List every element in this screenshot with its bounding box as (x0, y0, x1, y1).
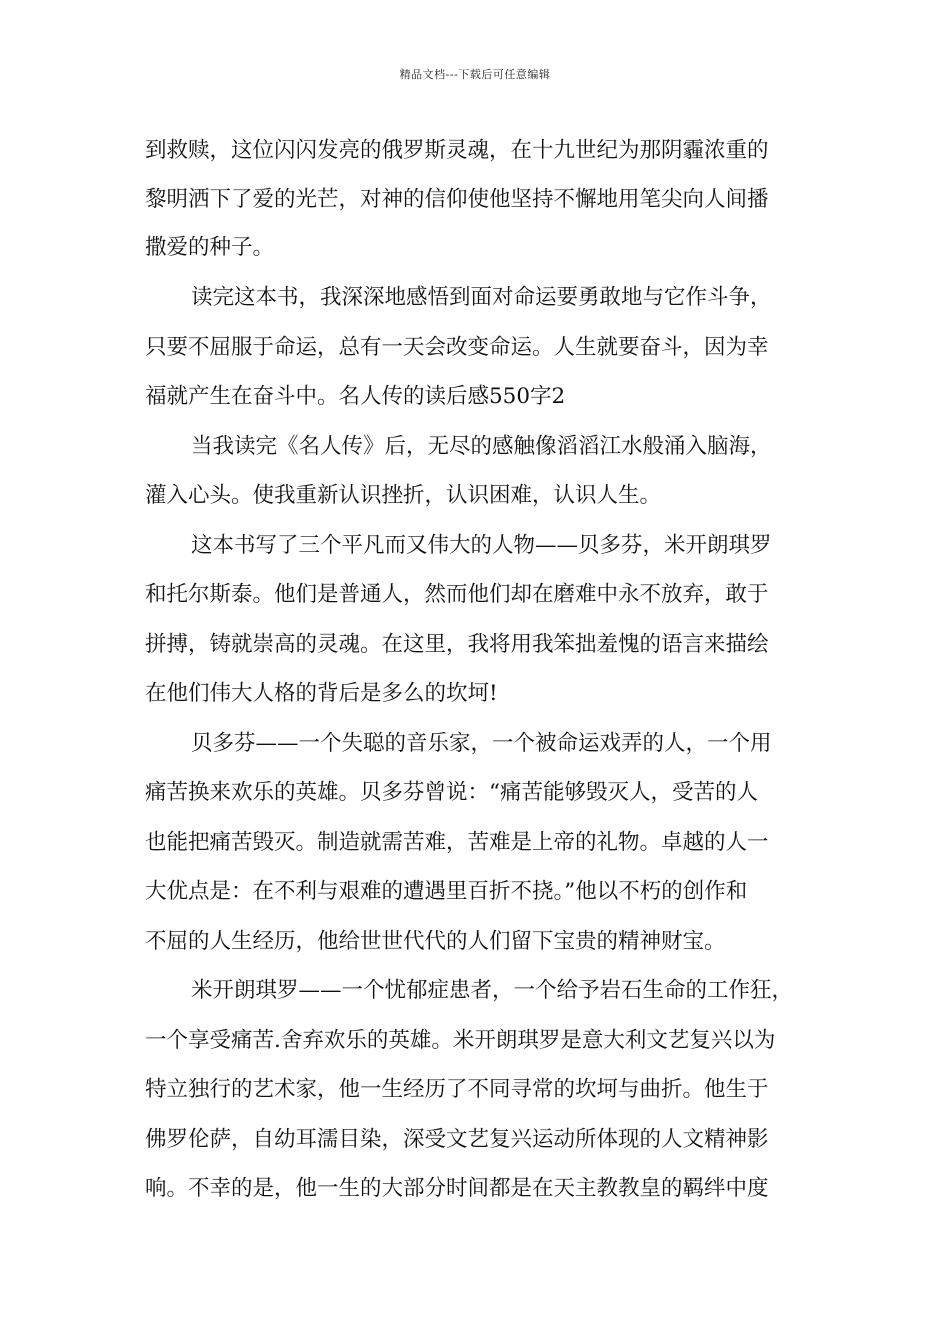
text-line: 也能把痛苦毁灭。制造就需苦难，苦难是上帝的礼物。卓越的人一 (145, 830, 769, 855)
text-line: 一个享受痛苦.舍弃欢乐的英雄。米开朗琪罗是意大利文艺复兴以为 (145, 1028, 776, 1053)
page-header: 精品文档---下载后可任意编辑 (399, 68, 551, 81)
text-line: 大优点是：在不利与艰难的遭遇里百折不挠。”他以不朽的创作和 (145, 879, 748, 904)
text-line: 拼搏，铸就崇高的灵魂。在这里，我将用我笨拙羞愧的语言来描绘 (145, 632, 769, 657)
text-line: 灌入心头。使我重新认识挫折，认识困难，认识人生。 (145, 483, 662, 508)
text-line: 在他们伟大人格的背后是多么的坎坷! (145, 681, 498, 706)
paragraph-start-line: 当我读完《名人传》后，无尽的感触像滔滔江水般涌入脑海， (191, 434, 772, 459)
text-line: 不屈的人生经历，他给世世代代的人们留下宝贵的精神财宝。 (145, 929, 726, 954)
text-line: 撒爱的种子。 (145, 235, 275, 260)
paragraph-start-line: 这本书写了三个平凡而又伟大的人物——贝多芬，米开朗琪罗 (191, 533, 772, 558)
text-line: 佛罗伦萨，自幼耳濡目染，深受文艺复兴运动所体现的人文精神影 (145, 1127, 769, 1152)
text-line: 只要不屈服于命运，总有一天会改变命运。人生就要奋斗，因为幸 (145, 335, 769, 360)
paragraph-start-line: 读完这本书，我深深地感悟到面对命运要勇敢地与它作斗争， (191, 285, 772, 310)
text-line: 痛苦换来欢乐的英雄。贝多芬曾说：“痛苦能够毁灭人，受苦的人 (145, 780, 758, 805)
text-line: 福就产生在奋斗中。名人传的读后感550字2 (145, 384, 566, 409)
paragraph-start-line: 贝多芬——一个失聪的音乐家，一个被命运戏弄的人，一个用 (191, 731, 772, 756)
text-line: 响。不幸的是，他一生的大部分时间都是在天主教教皇的羁绊中度 (145, 1176, 769, 1201)
text-line: 到救赎，这位闪闪发亮的俄罗斯灵魂，在十九世纪为那阴霾浓重的 (145, 138, 769, 163)
paragraph-start-line: 米开朗琪罗——一个忧郁症患者，一个给予岩石生命的工作狂， (191, 978, 794, 1003)
text-line: 特立独行的艺术家，他一生经历了不同寻常的坎坷与曲折。他生于 (145, 1077, 769, 1102)
text-line: 和托尔斯泰。他们是普通人，然而他们却在磨难中永不放弃，敢于 (145, 582, 769, 607)
text-line: 黎明洒下了爱的光芒，对神的信仰使他坚持不懈地用笔尖向人间播 (145, 187, 769, 212)
